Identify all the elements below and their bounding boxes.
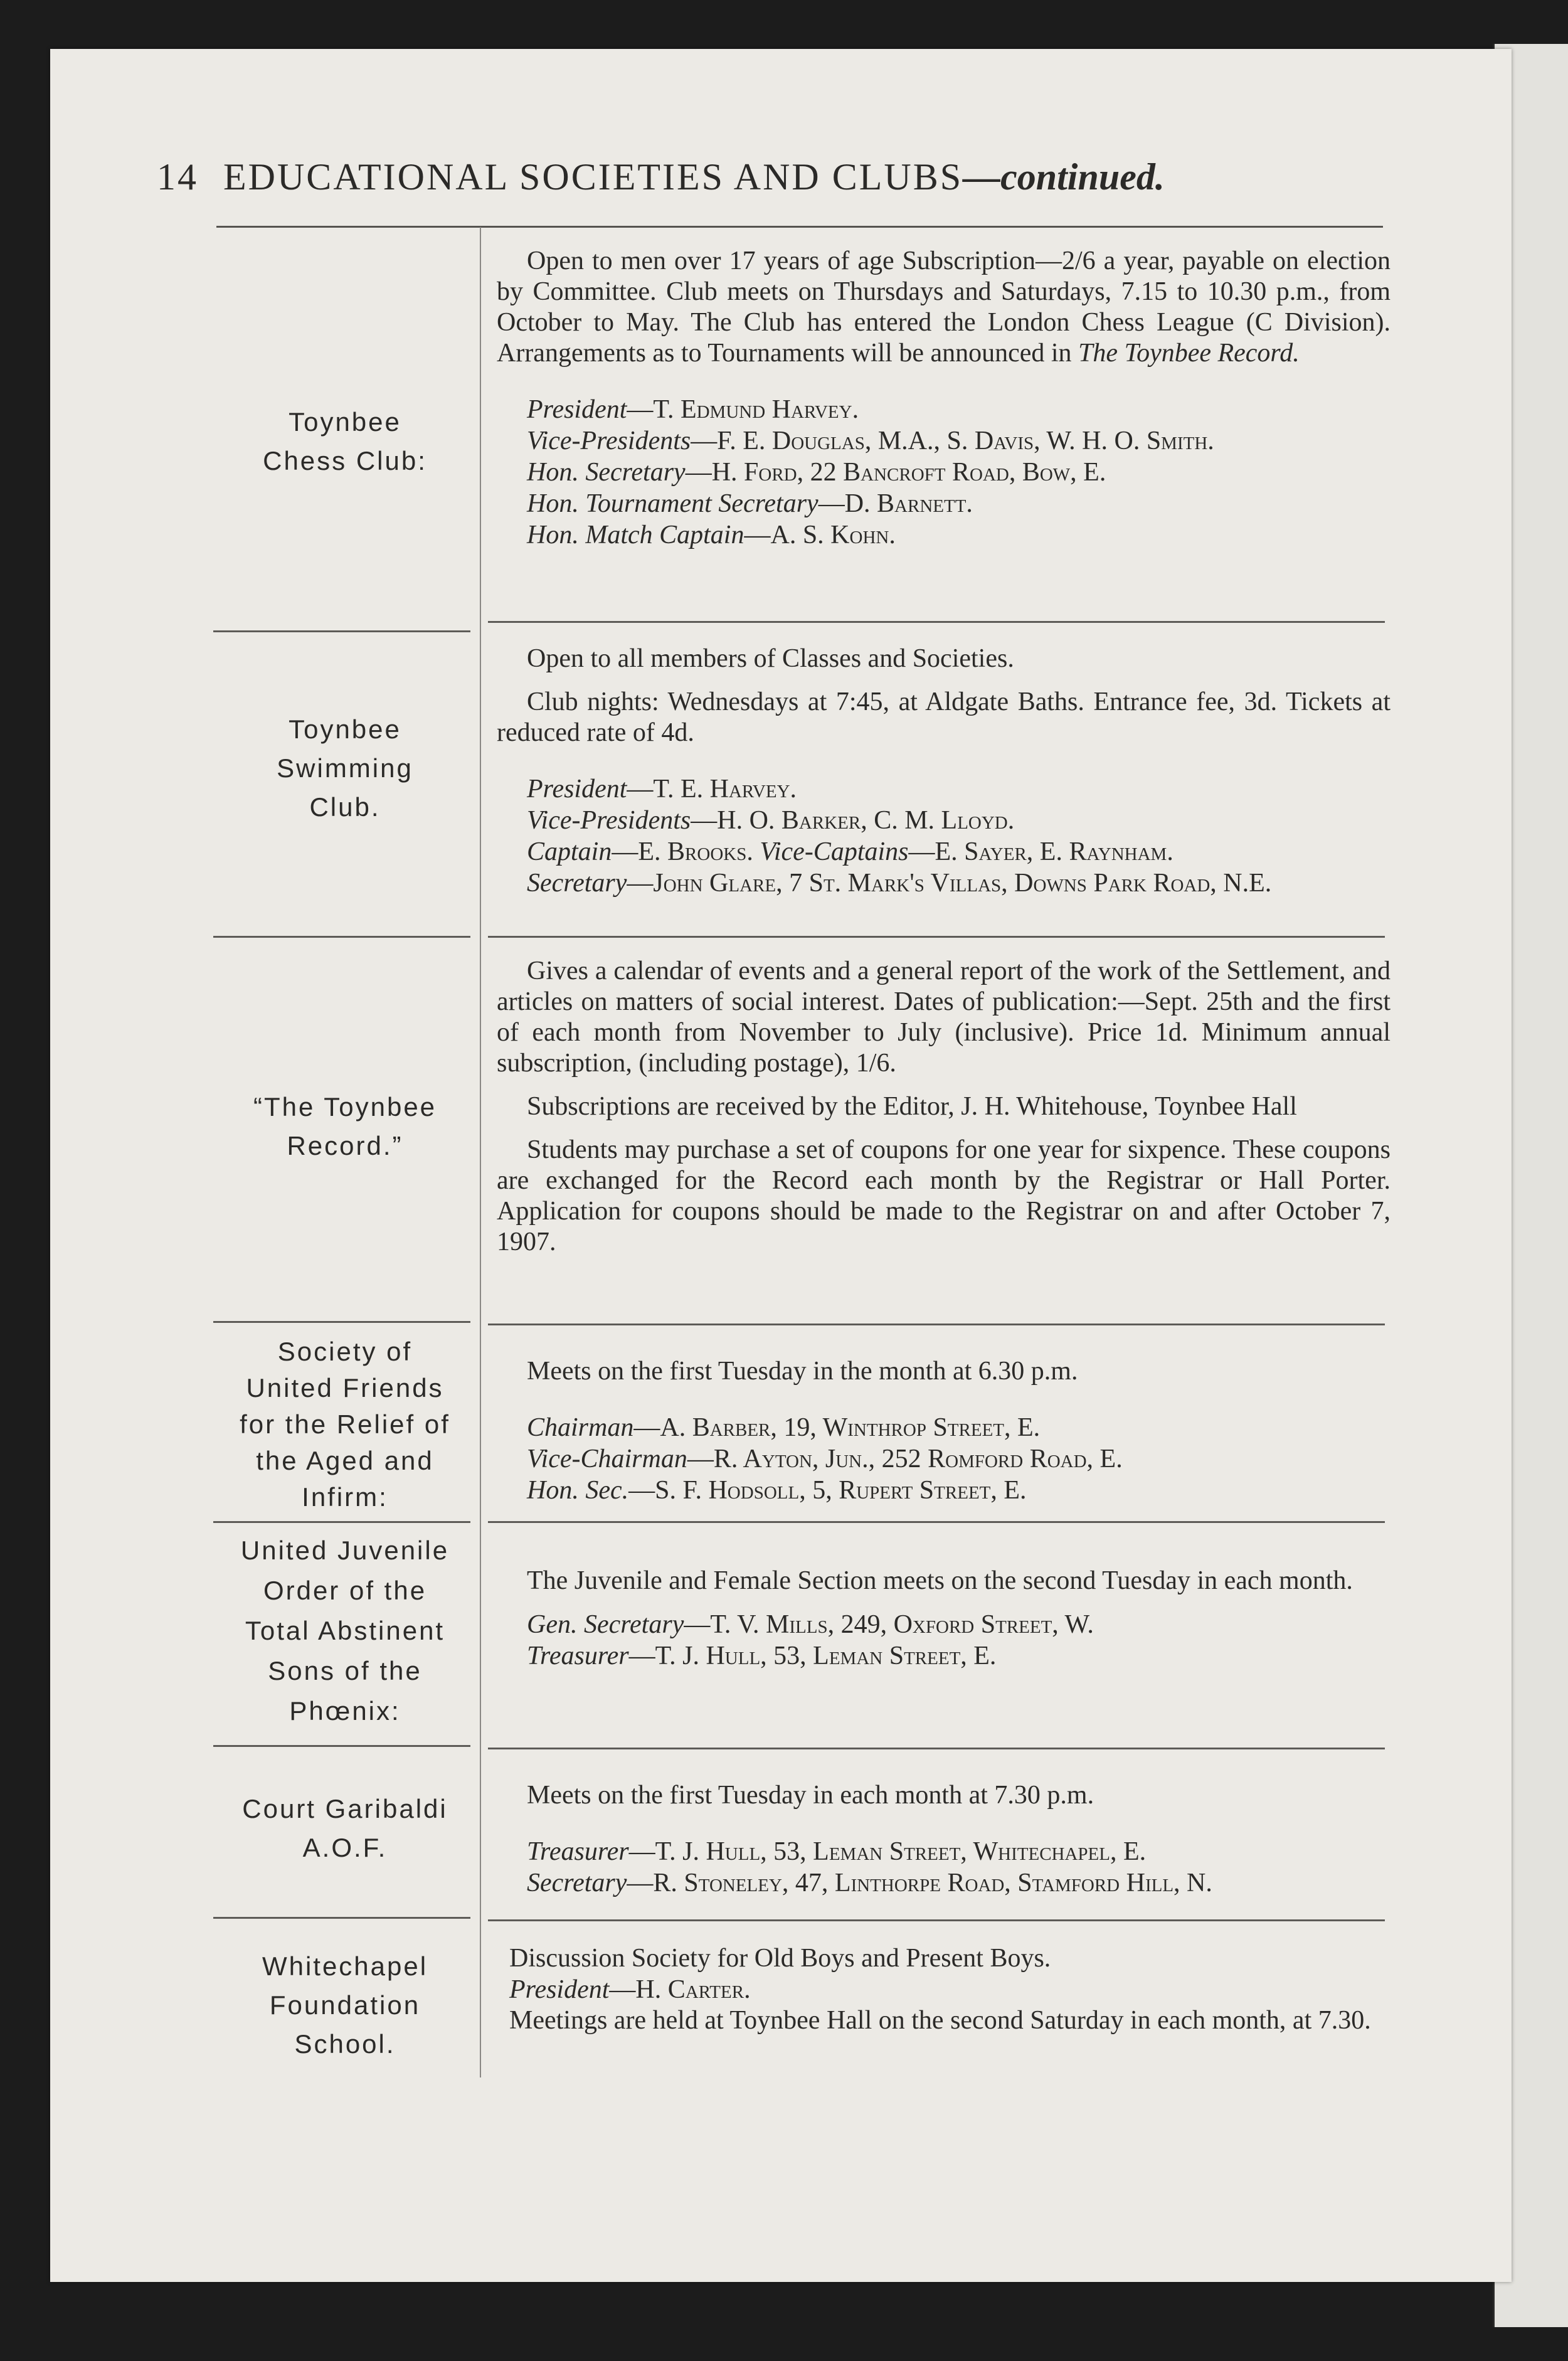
section-rule [213,936,470,938]
entry-name-court-garibaldi: Court Garibaldi A.O.F. [242,1794,448,1862]
officer-line: Hon. Secretary—H. Ford, 22 Bancroft Road, Bow, E. [527,458,1106,487]
officer-line: Vice-Chairman—R. Ayton, Jun., 252 Romford Road, E. [527,1445,1123,1473]
continued-label: —continued. [963,156,1165,198]
officer-line: Gen. Secretary—T. V. Mills, 249, Oxford Street, W. [527,1610,1094,1639]
section-rule [488,936,1385,938]
officer-line: Hon. Tournament Secretary—D. Barnett. [527,489,973,518]
section-rule [213,1745,470,1747]
entry-name-swimming-club: Toynbee Swimming Club. [277,714,413,822]
officer-line: Treasurer—T. J. Hull, 53, Leman Street, Whitechapel, E. [527,1837,1147,1866]
entry-desc-court-garibaldi: Meets on the first Tuesday in each month at 7.30 p.m. Treasurer—T. J. Hull, 53, Leman Street, Whitechapel, E. Secretary—R. Stoneley, 47, Linthorpe Road, Stamford Hill, N. [497,1780,1391,1899]
running-head [157,156,1348,206]
column-divider [480,227,481,2077]
entry-name-whitechapel-school: Whitechapel Foundation School. [262,1951,428,2059]
section-rule [488,1919,1385,1921]
section-rule [213,1521,470,1523]
officer-line: Secretary—John Glare, 7 St. Mark's Villas, Downs Park Road, N.E. [527,869,1272,898]
entry-name-united-friends: Society of United Friends for the Relief of the Aged and Infirm: [240,1337,450,1512]
section-rule [213,1321,470,1323]
officer-line: Vice-Presidents—F. E. Douglas, M.A., S. Davis, W. H. O. Smith. [527,427,1214,455]
officer-line: Treasurer—T. J. Hull, 53, Leman Street, E. [527,1642,997,1670]
officer-line: President—T. Edmund Harvey. [527,395,859,424]
section-rule [213,1917,470,1919]
page-title: EDUCATIONAL SOCIETIES AND CLUBS [223,156,963,198]
officer-line: President—H. Carter. [509,1975,751,2004]
entry-name-toynbee-record: “The Toynbee Record.” [253,1092,437,1160]
section-rule [488,1521,1385,1523]
officer-line: Vice-Presidents—H. O. Barker, C. M. Lloyd. [527,806,1015,835]
section-rule [488,1324,1385,1325]
page-number: 14 [157,156,198,198]
entry-desc-toynbee-record: Gives a calendar of events and a general report of the work of the Settlement, and articles on matters of social interest. Dates of publication:—Sept. 25th and the first of each month from November to July (inclusive). Price 1d. Minimum annual subscription, (including postage), 1/6. Subscriptions are received by the Editor, J. H. Whitehouse, Toynbee Hall Students may purchase a set of coupons for one year for sixpence. These coupons are exchanged for the Record each month by the Registrar or Hall Porter. Application for coupons should be made to the Registrar on and after October 7, 1907. [497,957,1391,1256]
officer-line: Hon. Match Captain—A. S. Kohn. [527,521,896,549]
section-rule [488,621,1385,623]
officer-line: Chairman—A. Barber, 19, Winthrop Street, E. [527,1413,1041,1442]
officer-line: President—T. E. Harvey. [527,775,797,804]
entry-name-juvenile-order: United Juvenile Order of the Total Abstinent Sons of the Phœnix: [240,1536,450,1726]
entry-desc-swimming-club: Open to all members of Classes and Societies. Club nights: Wednesdays at 7:45, at Aldgate Baths. Entrance fee, 3d. Tickets at reduced rate of 4d. President—T. E. Harvey. Vice-Presidents—H. O. Barker, C. M. Lloyd. Captain—E. Brooks. Vice-Captains—E. Sayer, E. Raynham. Secretary—John Glare, 7 St. Mark's Villas, Downs Park Road, N.E. [497,644,1391,898]
officer-line: Hon. Sec.—S. F. Hodsoll, 5, Rupert Street, E. [527,1476,1027,1505]
officer-line: Captain—E. Brooks. Vice-Captains—E. Sayer, E. Raynham. [527,837,1173,866]
entry-name-chess-club: Toynbee Chess Club: [263,407,427,475]
entry-desc-juvenile-order: The Juvenile and Female Section meets on the second Tuesday in each month. Gen. Secretary—T. V. Mills, 249, Oxford Street, W. Treasurer—T. J. Hull, 53, Leman Street, E. [497,1566,1391,1672]
section-rule [488,1748,1385,1749]
section-rule [213,630,470,632]
entry-desc-whitechapel-school: Discussion Society for Old Boys and Present Boys. President—H. Carter. Meetings are held at Toynbee Hall on the second Saturday in each month, at 7.30. [497,1943,1391,2036]
top-rule [216,226,1383,228]
officer-line: Secretary—R. Stoneley, 47, Linthorpe Road, Stamford Hill, N. [527,1869,1212,1897]
entry-desc-chess-club: Open to men over 17 years of age Subscription—2/6 a year, payable on election by Committee. Club meets on Thursdays and Saturdays, 7.15 to 10.30 p.m., from October to May. The Club has entered the London Chess League (C Division). Arrangements as to Tournaments will be announced in The Toynbee Record. President—T. Edmund Harvey. Vice-Presidents—F. E. Douglas, M.A., S. Davis, W. H. O. Smith. Hon. Secretary—H. Ford, 22 Bancroft Road, Bow, E. Hon. Tournament Secretary—D. Barnett. Hon. Match Captain—A. S. Kohn. [497,247,1391,549]
entry-desc-united-friends: Meets on the first Tuesday in the month at 6.30 p.m. Chairman—A. Barber, 19, Winthrop Street, E. Vice-Chairman—R. Ayton, Jun., 252 Romford Road, E. Hon. Sec.—S. F. Hodsoll, 5, Rupert Street, E. [497,1356,1391,1506]
